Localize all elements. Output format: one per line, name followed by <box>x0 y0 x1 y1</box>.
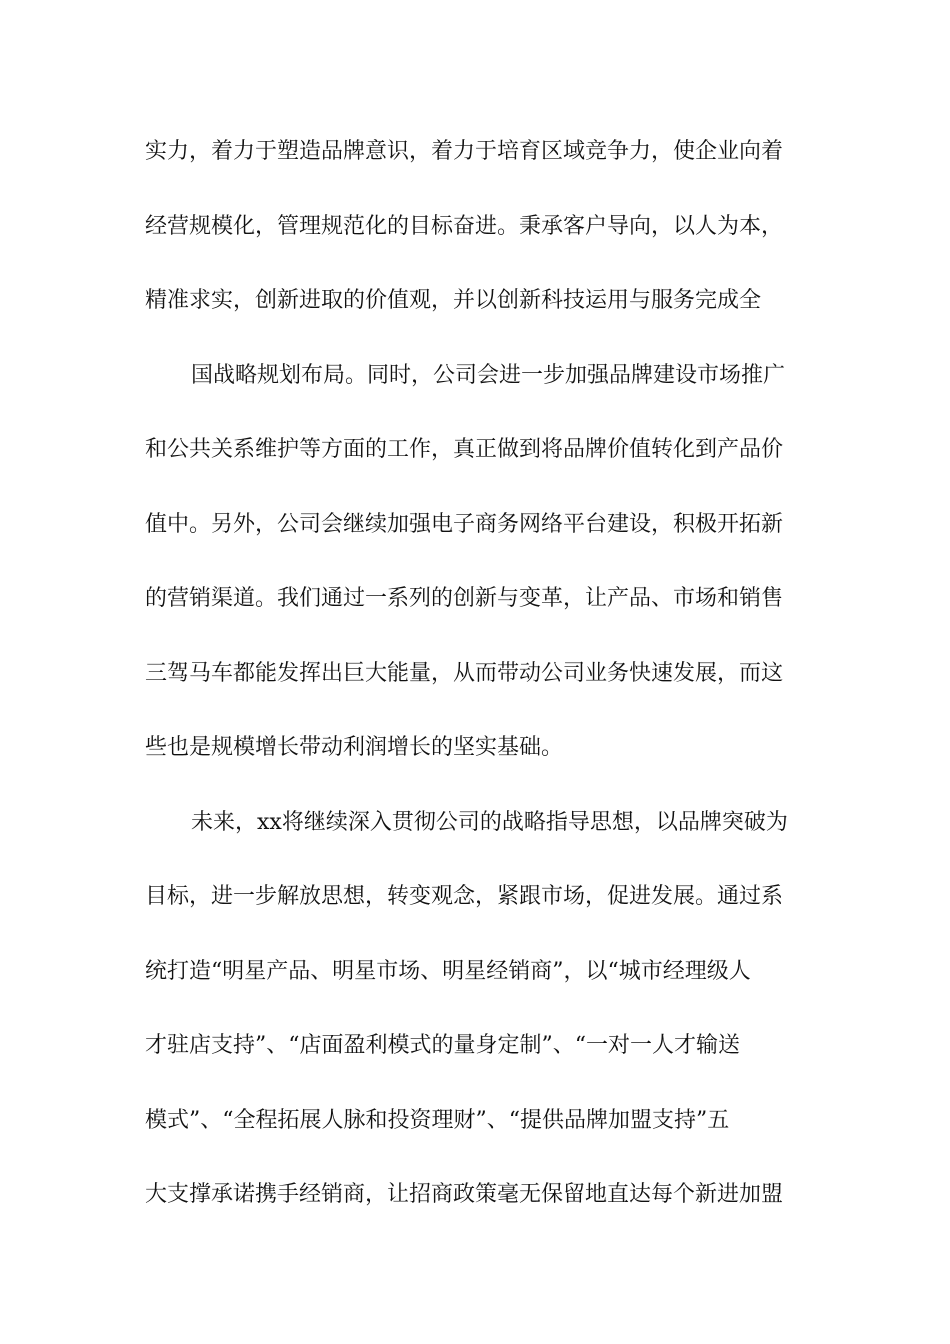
text-line: 模式”、“全程拓展人脉和投资理财”、“提供品牌加盟支持”五 <box>145 1108 730 1133</box>
text-line: 和公共关系维护等方面的工作，真正做到将品牌价值转化到产品价 <box>145 437 784 462</box>
text-line: 的营销渠道。我们通过一系列的创新与变革，让产品、市场和销售 <box>145 586 784 611</box>
text-line: 三驾马车都能发挥出巨大能量，从而带动公司业务快速发展，而这 <box>145 661 784 686</box>
text-line: 国战略规划布局。同时，公司会进一步加强品牌建设市场推广 <box>191 363 786 388</box>
text-line: 统打造“明星产品、明星市场、明星经销商”，以“城市经理级人 <box>145 959 751 984</box>
text-line: 才驻店支持”、“店面盈利模式的量身定制”、“一对一人才输送 <box>145 1033 740 1058</box>
text-line: 未来，xx将继续深入贯彻公司的战略指导思想，以品牌突破为 <box>191 810 788 835</box>
text-line: 精准求实，创新进取的价值观，并以创新科技运用与服务完成全 <box>145 288 762 313</box>
text-line: 些也是规模增长带动利润增长的坚实基础。 <box>145 735 564 760</box>
text-line: 值中。另外，公司会继续加强电子商务网络平台建设，积极开拓新 <box>145 512 784 537</box>
text-line: 大支撑承诺携手经销商，让招商政策毫无保留地直达每个新进加盟 <box>145 1182 784 1207</box>
text-line: 经营规模化，管理规范化的目标奋进。秉承客户导向，以人为本， <box>145 214 784 239</box>
text-line: 实力，着力于塑造品牌意识，着力于培育区域竞争力，使企业向着 <box>145 139 784 164</box>
text-line: 目标，进一步解放思想，转变观念，紧跟市场，促进发展。通过系 <box>145 884 784 909</box>
